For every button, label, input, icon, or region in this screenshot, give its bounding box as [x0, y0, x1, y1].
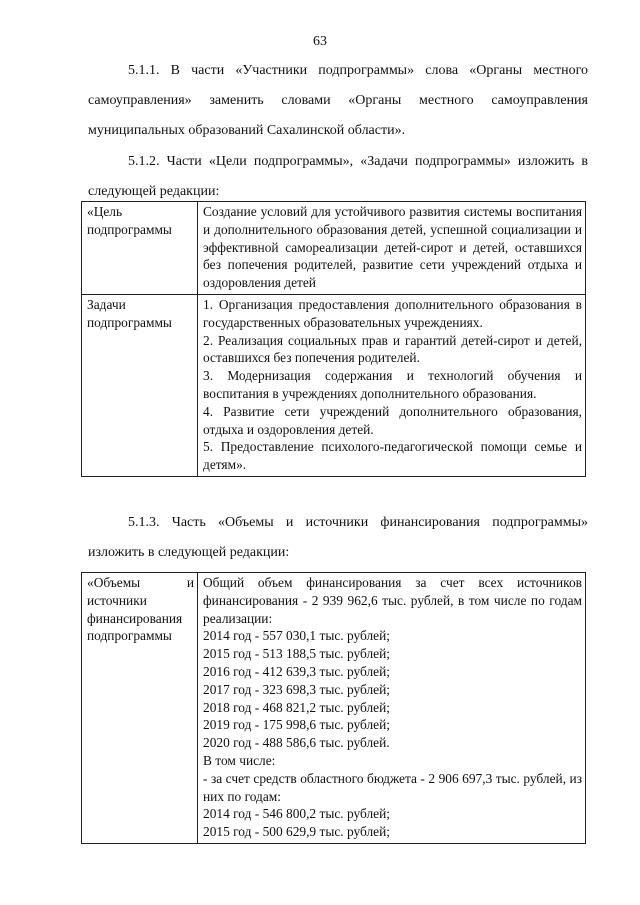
- year-amount: 2017 год - 323 698,3 тыс. рублей;: [203, 681, 390, 697]
- task-item: 4. Развитие сети учреждений дополнительного образования, отдыха и оздоровления детей.: [203, 403, 582, 437]
- task-item: 1. Организация предоставления дополнительного образования в государственных образовательных учреждениях.: [203, 296, 582, 330]
- task-item: 2. Реализация социальных прав и гарантий детей-сирот и детей, оставшихся без попечения родителей.: [203, 332, 582, 366]
- year-amount: 2015 год - 513 188,5 тыс. рублей;: [203, 646, 390, 662]
- goal-row: [82, 202, 586, 295]
- goal-text: Создание условий для устойчивого развития системы воспитания и дополнительного образования детей, успешной социализации и эффективной самореализации детей-сирот и детей, оставшихся без попечения родителей, развитие сети учреждений отдыха и оздоровления детей: [198, 202, 586, 295]
- task-item: 5. Предоставление психолого-педагогической помощи семье и детям».: [203, 439, 582, 473]
- financing-text: [198, 573, 586, 844]
- regional-budget-text: - за счет средств областного бюджета - 2 906 697,3 тыс. рублей, из них по годам:: [203, 770, 582, 804]
- page-number: 63: [313, 34, 327, 49]
- financing-table: [81, 572, 586, 844]
- tasks-label: Задачи подпрограммы: [82, 294, 198, 476]
- regional-year-amount: 2015 год - 500 629,9 тыс. рублей;: [203, 824, 390, 840]
- including-label: В том числе:: [203, 752, 276, 768]
- paragraph-5-1-1: [88, 56, 588, 146]
- year-amount: 2018 год - 468 821,2 тыс. рублей;: [203, 699, 390, 715]
- paragraph-5-1-3-text: 5.1.3. Часть «Объемы и источники финансирования подпрограммы» изложить в следующей редакции:: [88, 515, 588, 560]
- paragraph-5-1-2-text: 5.1.2. Части «Цели подпрограммы», «Задачи подпрограммы» изложить в следующей редакции:: [88, 154, 588, 199]
- year-amount: 2016 год - 412 639,3 тыс. рублей;: [203, 663, 390, 679]
- year-amount: 2014 год - 557 030,1 тыс. рублей;: [203, 628, 390, 644]
- paragraph-5-1-1-text: 5.1.1. В части «Участники подпрограммы» слова «Органы местного самоуправления» заменить словами «Органы местного самоуправления муниципальных образований Сахалинской области».: [88, 63, 588, 138]
- financing-row: [82, 573, 586, 844]
- financing-label: «Объемы и источники финансирования подпрограммы: [82, 573, 198, 844]
- paragraph-5-1-2: [88, 147, 588, 207]
- task-item: 3. Модернизация содержания и технологий обучения и воспитания в учреждениях дополнительного образования.: [203, 368, 582, 401]
- year-amount: 2020 год - 488 586,6 тыс. рублей.: [203, 735, 390, 751]
- financing-intro: Общий объем финансирования за счет всех источников финансирования - 2 939 962,6 тыс. рублей, в том числе по годам реализации:: [203, 575, 582, 626]
- tasks-list: [198, 294, 586, 476]
- year-amount: 2019 год - 175 998,6 тыс. рублей;: [203, 717, 390, 733]
- paragraph-5-1-3: [88, 508, 588, 568]
- regional-year-amount: 2014 год - 546 800,2 тыс. рублей;: [203, 806, 390, 822]
- goals-tasks-table: [81, 201, 586, 477]
- tasks-row: [82, 294, 586, 476]
- goal-label: «Цель подпрограммы: [82, 202, 198, 295]
